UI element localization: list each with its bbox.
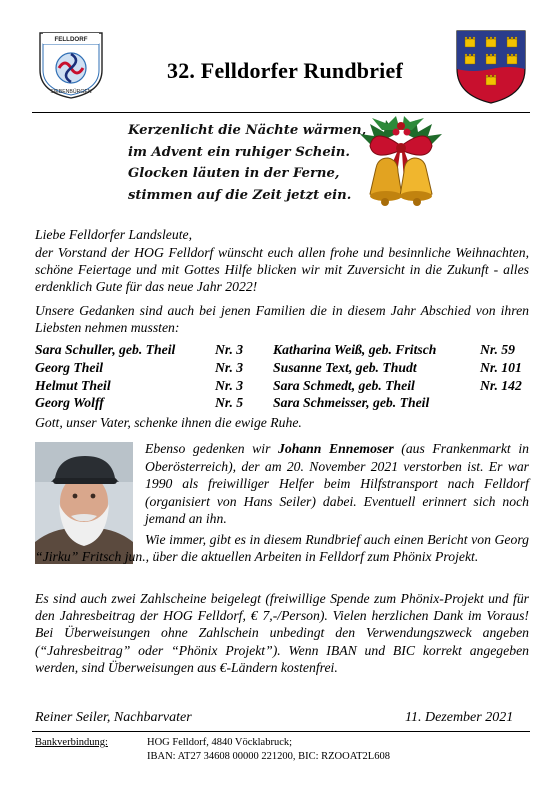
bank-label: Bankverbindung: [35,737,108,748]
deceased-name: Katharina Weiß, geb. Fritsch [273,342,437,357]
list-item [35,394,529,412]
bank-iban: IBAN: AT27 34608 00000 221200, BIC: RZOOAT2L608 [147,750,390,762]
christmas-bells-icon [352,116,450,218]
house-number: Nr. 3 [215,377,244,393]
house-number: Nr. 5 [215,395,244,411]
poem-line: im Advent ein ruhiger Schein. [128,144,350,160]
list-item [35,377,529,395]
felldorf-logo [37,30,105,100]
poem-line: Glocken läuten in der Ferne, [128,166,340,181]
list-item [35,359,529,377]
deceased-name: Georg Wolff [35,395,104,411]
memorial-name: Johann Ennemoser [278,441,394,456]
bank-details [147,736,390,763]
paragraph-prayer: Gott, unser Vater, schenke ihnen die ewige Ruhe. [35,415,302,430]
memorial-text-post: (aus Frankenmarkt in Oberösterreich), der am 20. November 2021 verstorben ist. Er war 1990 als freiwilliger Helfer beim Hilfstransport nach Felldorf (organisiert von Hans Seiler) dabei. Eventuell erinnert sich noch jemand an ihn. [145,441,529,527]
paragraph-wishes: der Vorstand der HOG Felldorf wünscht euch allen frohe und besinnliche Weihnachten, schöne Feiertage und mit Gottes Hilfe blicken wir mit Zuversicht in die Zukunft - alles erdenklich Gute für das neue Jahr 2022! [35,245,529,295]
christmas-poem [128,120,367,206]
paragraph-payment: Es sind auch zwei Zahlscheine beigelegt (freiwillige Spende zum Phönix-Projekt und für den Jahresbeitrag der HOG Felldorf, € 7,-/Person). Vielen herzlichen Dank im Voraus! Bei Überweisungen ohne Zahlschein unbedingt den Verwendungszweck angeben (“Jahresbeitrag” oder “Phönix Projekt”). Wenn IBAN und BIC korrekt angegeben werden, sind Überweisungen aus €-Ländern kostenfrei. [35,591,529,675]
coat-of-arms [455,29,527,105]
bank-address: HOG Felldorf, 4840 Vöcklabruck; [147,737,293,748]
greeting: Liebe Felldorfer Landsleute, [35,227,193,242]
header-divider [32,112,530,113]
footer-divider [32,731,530,732]
deceased-name: Susanne Text, geb. Thudt [273,359,417,375]
house-number: Nr. 3 [215,342,244,357]
deceased-name: Sara Schmedt, geb. Theil [273,377,415,393]
paragraph-memorial [145,440,529,528]
list-item [35,341,529,359]
house-number: Nr. 3 [215,359,244,375]
deceased-name: Sara Schuller, geb. Theil [35,342,176,357]
deceased-name: Georg Theil [35,359,104,375]
poem-line: Kerzenlicht die Nächte wärmen, [128,123,367,138]
poem-line: stimmen auf die Zeit jetzt ein. [128,187,352,203]
letter-date: 11. Dezember 2021 [405,710,514,725]
house-number: Nr. 59 [480,342,515,357]
page-title: 32. Felldorfer Rundbrief [167,58,403,83]
deceased-list [35,341,529,412]
deceased-name: Helmut Theil [35,377,111,393]
logo-text-bottom: SIEBENBÜRGEN [50,89,92,95]
house-number: Nr. 101 [480,359,522,375]
paragraph-report: Wie immer, gibt es in diesem Rundbrief auch einen Bericht von Georg “Jirku” Fritsch jun., über die aktuellen Arbeiten in Felldorf zum Phönix Projekt. [35,532,529,565]
signature: Reiner Seiler, Nachbarvater [35,710,192,725]
deceased-name: Sara Schmeisser, geb. Theil [273,395,430,411]
paragraph-condolences: Unsere Gedanken sind auch bei jenen Familien die in diesem Jahr Abschied von ihren Liebsten nehmen mussten: [35,303,529,336]
logo-text-top: FELLDORF [54,36,88,43]
house-number: Nr. 142 [480,377,522,393]
memorial-text-pre: Ebenso gedenken wir [145,441,279,456]
